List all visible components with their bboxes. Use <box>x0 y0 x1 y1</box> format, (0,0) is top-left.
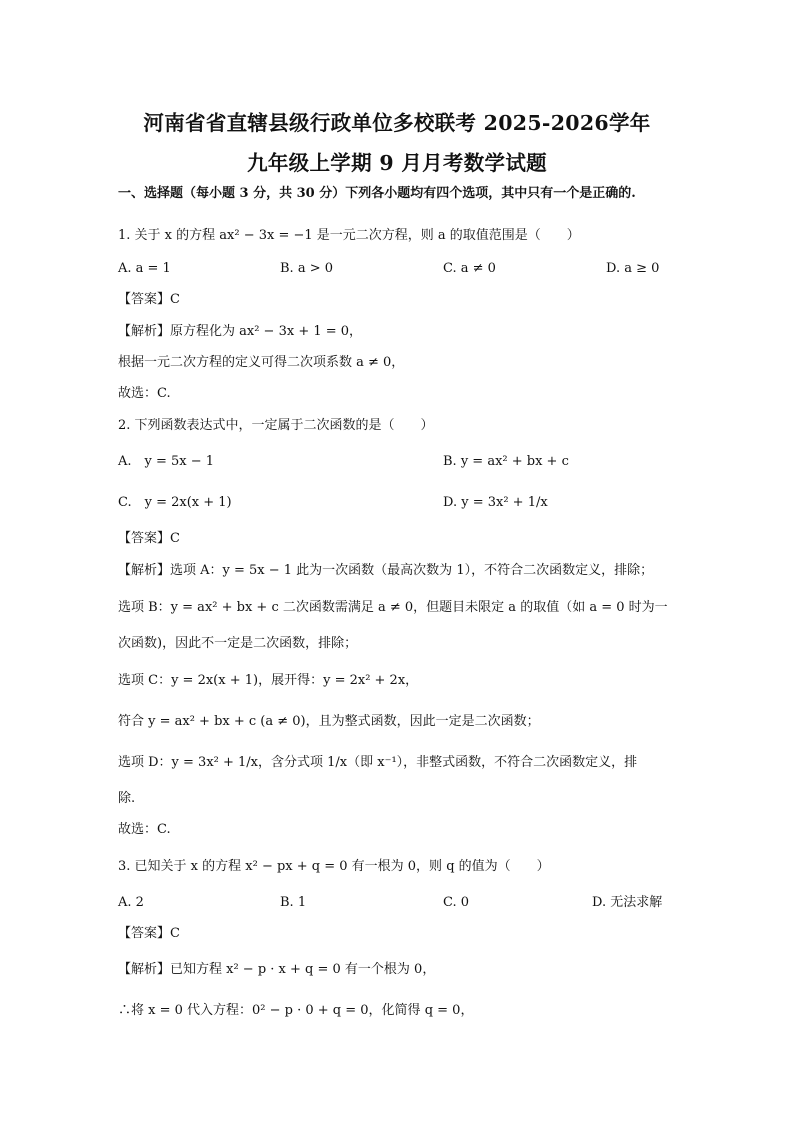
question-3-option-b: B. 1 <box>280 895 307 910</box>
question-1-analysis-line: 故选：C. <box>118 386 171 401</box>
question-1-option-b: B. a > 0 <box>280 261 333 276</box>
question-1-option-d: D. a ≥ 0 <box>606 261 660 276</box>
section-heading: 一、选择题（每小题 3 分，共 30 分）下列各小题均有四个选项，其中只有一个是正确的. <box>118 186 636 201</box>
question-2-analysis-line: 除. <box>118 791 136 806</box>
question-2-option-c: C. y = 2x(x + 1) <box>118 495 232 510</box>
question-1-stem: 1. 关于 x 的方程 ax² − 3x = −1 是一元二次方程，则 a 的取值范围是（ ） <box>118 228 580 243</box>
question-3-option-d: D. 无法求解 <box>592 895 663 910</box>
page-title-line1: 河南省省直辖县级行政单位多校联考 2025-2026学年 <box>143 111 651 135</box>
question-1-option-a: A. a = 1 <box>118 261 171 276</box>
question-2-option-d: D. y = 3x² + 1/x <box>443 495 548 510</box>
question-2-analysis-line: 选项 C：y = 2x(x + 1)，展开得：y = 2x² + 2x， <box>118 673 419 688</box>
question-2-analysis-line: 符合 y = ax² + bx + c (a ≠ 0)，且为整式函数，因此一定是二次函数； <box>118 714 540 729</box>
question-2-analysis-line: 【解析】选项 A：y = 5x − 1 此为一次函数（最高次数为 1），不符合二次函数定义，排除； <box>118 563 654 578</box>
question-3-stem: 3. 已知关于 x 的方程 x² − px + q = 0 有一根为 0，则 q 的值为（ ） <box>118 859 550 874</box>
page-title-line2: 九年级上学期 9 月月考数学试题 <box>247 151 547 175</box>
question-2-analysis-line: 选项 D：y = 3x² + 1/x，含分式项 1/x（即 x⁻¹），非整式函数，不符合二次函数定义，排 <box>118 755 638 770</box>
question-3-analysis-line: 【解析】已知方程 x² − p · x + q = 0 有一个根为 0， <box>118 962 436 977</box>
question-1-analysis-line: 【解析】原方程化为 ax² − 3x + 1 = 0， <box>118 324 363 339</box>
question-2-option-b: B. y = ax² + bx + c <box>443 454 569 469</box>
question-3-option-a: A. 2 <box>118 895 144 910</box>
question-3-option-c: C. 0 <box>443 895 470 910</box>
question-2-stem: 2. 下列函数表达式中，一定属于二次函数的是（ ） <box>118 418 434 433</box>
question-1-option-c: C. a ≠ 0 <box>443 261 496 276</box>
question-3-analysis-line: ∴将 x = 0 代入方程：0² − p · 0 + q = 0，化简得 q = 0， <box>118 1003 474 1018</box>
question-2-option-a: A. y = 5x − 1 <box>118 454 215 469</box>
question-2-analysis-line: 选项 B：y = ax² + bx + c 二次函数需满足 a ≠ 0，但题目未限定 a 的取值（如 a = 0 时为一 <box>118 600 668 615</box>
question-2-answer: 【答案】C <box>118 531 180 546</box>
question-2-analysis-line: 次函数)，因此不一定是二次函数，排除； <box>118 636 358 651</box>
question-1-analysis-line: 根据一元二次方程的定义可得二次项系数 a ≠ 0， <box>118 355 405 370</box>
question-2-analysis-line: 故选：C. <box>118 822 171 837</box>
question-3-answer: 【答案】C <box>118 926 180 941</box>
question-1-answer: 【答案】C <box>118 292 180 307</box>
